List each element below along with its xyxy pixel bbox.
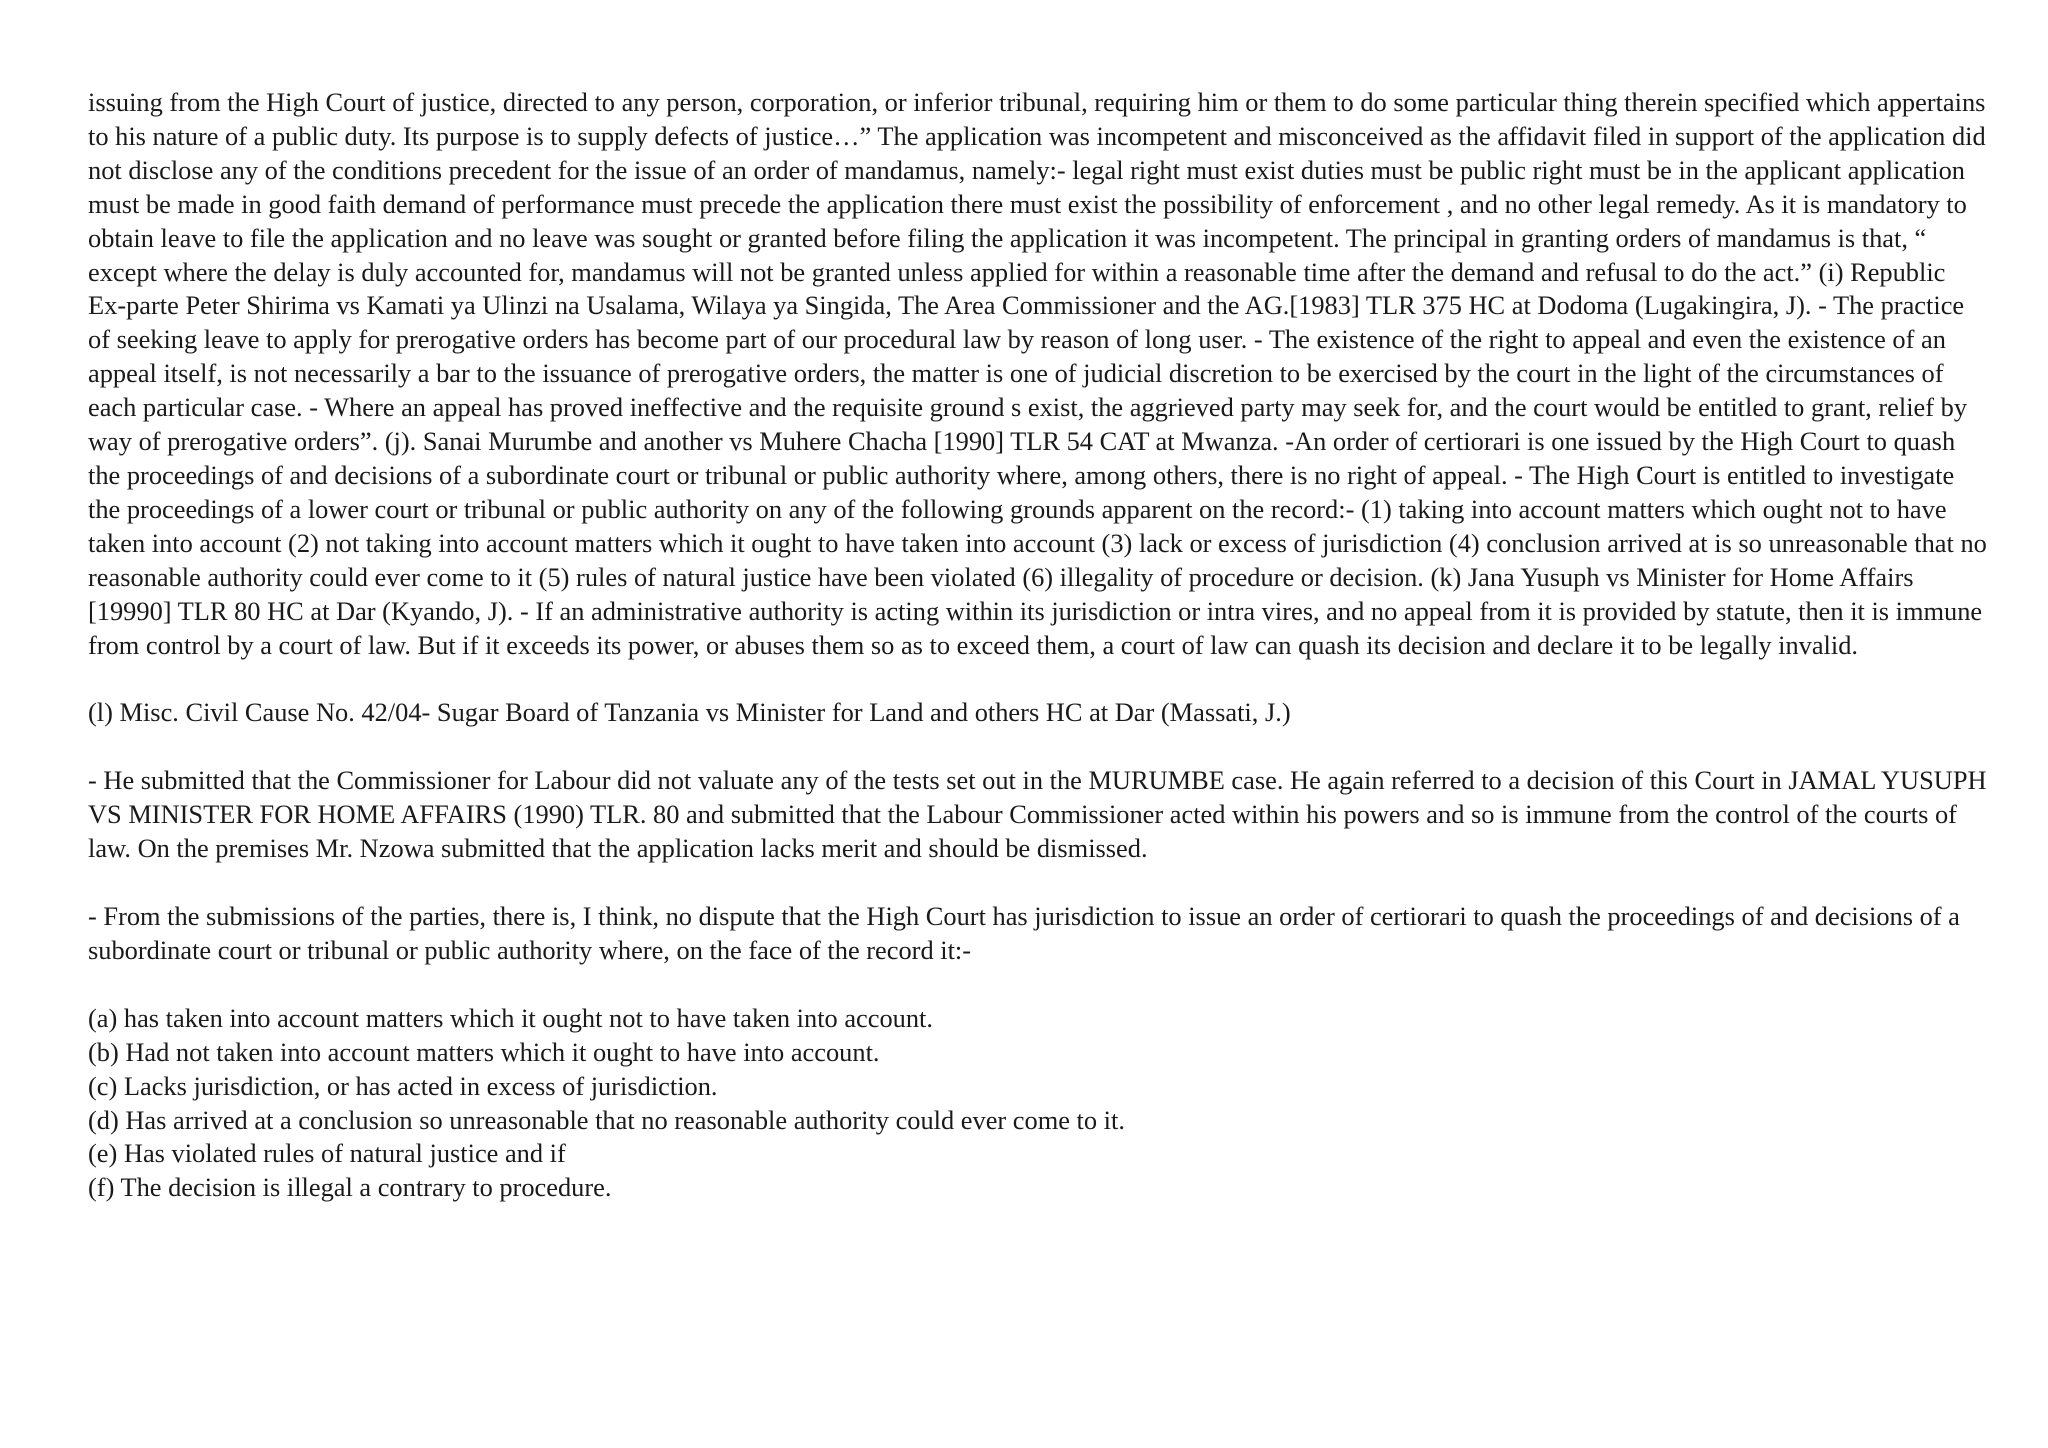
main-paragraph: issuing from the High Court of justice, directed to any person, corporation, or inferior tribunal, requiring him or them to do some particular thing therein specified which appertains to his nature of a public duty. Its purpose is to supply defects of justice…” The application was incompetent and misconceived as the affidavit filed in support of the application did not disclose any of the conditions precedent for the issue of an order of mandamus, namely:- legal right must exist duties must be public right must be in the applicant application must be made in good faith demand of performance must precede the application there must exist the possibility of enforcement , and no other legal remedy. As it is mandatory to obtain leave to file the application and no leave was sought or granted before filing the application it was incompetent. The principal in granting orders of mandamus is that, “ except where the delay is duly accounted for, mandamus will not be granted unless applied for within a reasonable time after the demand and refusal to do the act.” (i) Republic Ex-parte Peter Shirima vs Kamati ya Ulinzi na Usalama, Wilaya ya Singida, The Area Commissioner and the AG.[1983] TLR 375 HC at Dodoma (Lugakingira, J). - The practice of seeking leave to apply for prerogative orders has become part of our procedural law by reason of long user. - The existence of the right to appeal and even the existence of an appeal itself, is not necessarily a bar to the issuance of prerogative orders, the matter is one of judicial discretion to be exercised by the court in the light of the circumstances of each particular case. - Where an appeal has proved ineffective and the requisite ground s exist, the aggrieved party may seek for, and the court would be entitled to grant, relief by way of prerogative orders”. (j). Sanai Murumbe and another vs Muhere Chacha [1990] TLR 54 CAT at Mwanza. -An order of certiorari is one issued by the High Court to quash the proceedings of and decisions of a subordinate court or tribunal or public authority where, among others, there is no right of appeal. - The High Court is entitled to investigate the proceedings of a lower court or tribunal or public authority on any of the following grounds apparent on the record:- (1) taking into account matters which ought not to have taken into account (2) not taking into account matters which it ought to have taken into account (3) lack or excess of jurisdiction (4) conclusion arrived at is so unreasonable that no reasonable authority could ever come to it (5) rules of natural justice have been violated (6) illegality of procedure or decision. (k) Jana Yusuph vs Minister for Home Affairs [19990] TLR 80 HC at Dar (Kyando, J). - If an administrative authority is acting within its jurisdiction or intra vires, and no appeal from it is provided by statute, then it is immune from control by a court of law. But if it exceeds its power, or abuses them so as to exceed them, a court of law can quash its decision and declare it to be legally invalid. <box>88 87 1987 660</box>
document-page <box>88 86 1988 1205</box>
submission-paragraph: - He submitted that the Commissioner for Labour did not valuate any of the tests set out in the MURUMBE case. He again referred to a decision of this Court in JAMAL YUSUPH VS MINISTER FOR HOME AFFAIRS (1990) TLR. 80 and submitted that the Labour Commissioner acted within his powers and so is immune from the control of the courts of law. On the premises Mr. Nzowa submitted that the application lacks merit and should be dismissed. <box>88 765 1987 864</box>
ground-item-a: (a) has taken into account matters which it ought not to have taken into account. <box>88 1002 933 1033</box>
ground-item-c: (c) Lacks jurisdiction, or has acted in excess of jurisdiction. <box>88 1070 718 1101</box>
paragraph-spacer <box>88 730 1988 764</box>
finding-paragraph: - From the submissions of the parties, there is, I think, no dispute that the High Court has jurisdiction to issue an order of certiorari to quash the proceedings of and decisions of a subordinate court or tribunal or public authority where, on the face of the record it:- <box>88 901 1960 965</box>
ground-item-d: (d) Has arrived at a conclusion so unreasonable that no reasonable authority could ever come to it. <box>88 1104 1125 1135</box>
grounds-list <box>88 1002 1988 1205</box>
citation-l: (l) Misc. Civil Cause No. 42/04- Sugar Board of Tanzania vs Minister for Land and others HC at Dar (Massati, J.) <box>88 697 1291 728</box>
ground-item-e: (e) Has violated rules of natural justice and if <box>88 1138 566 1169</box>
ground-item-f: (f) The decision is illegal a contrary to procedure. <box>88 1172 612 1203</box>
paragraph-spacer <box>88 866 1988 900</box>
ground-item-b: (b) Had not taken into account matters which it ought to have into account. <box>88 1036 880 1067</box>
paragraph-spacer <box>88 968 1988 1002</box>
paragraph-spacer <box>88 662 1988 696</box>
